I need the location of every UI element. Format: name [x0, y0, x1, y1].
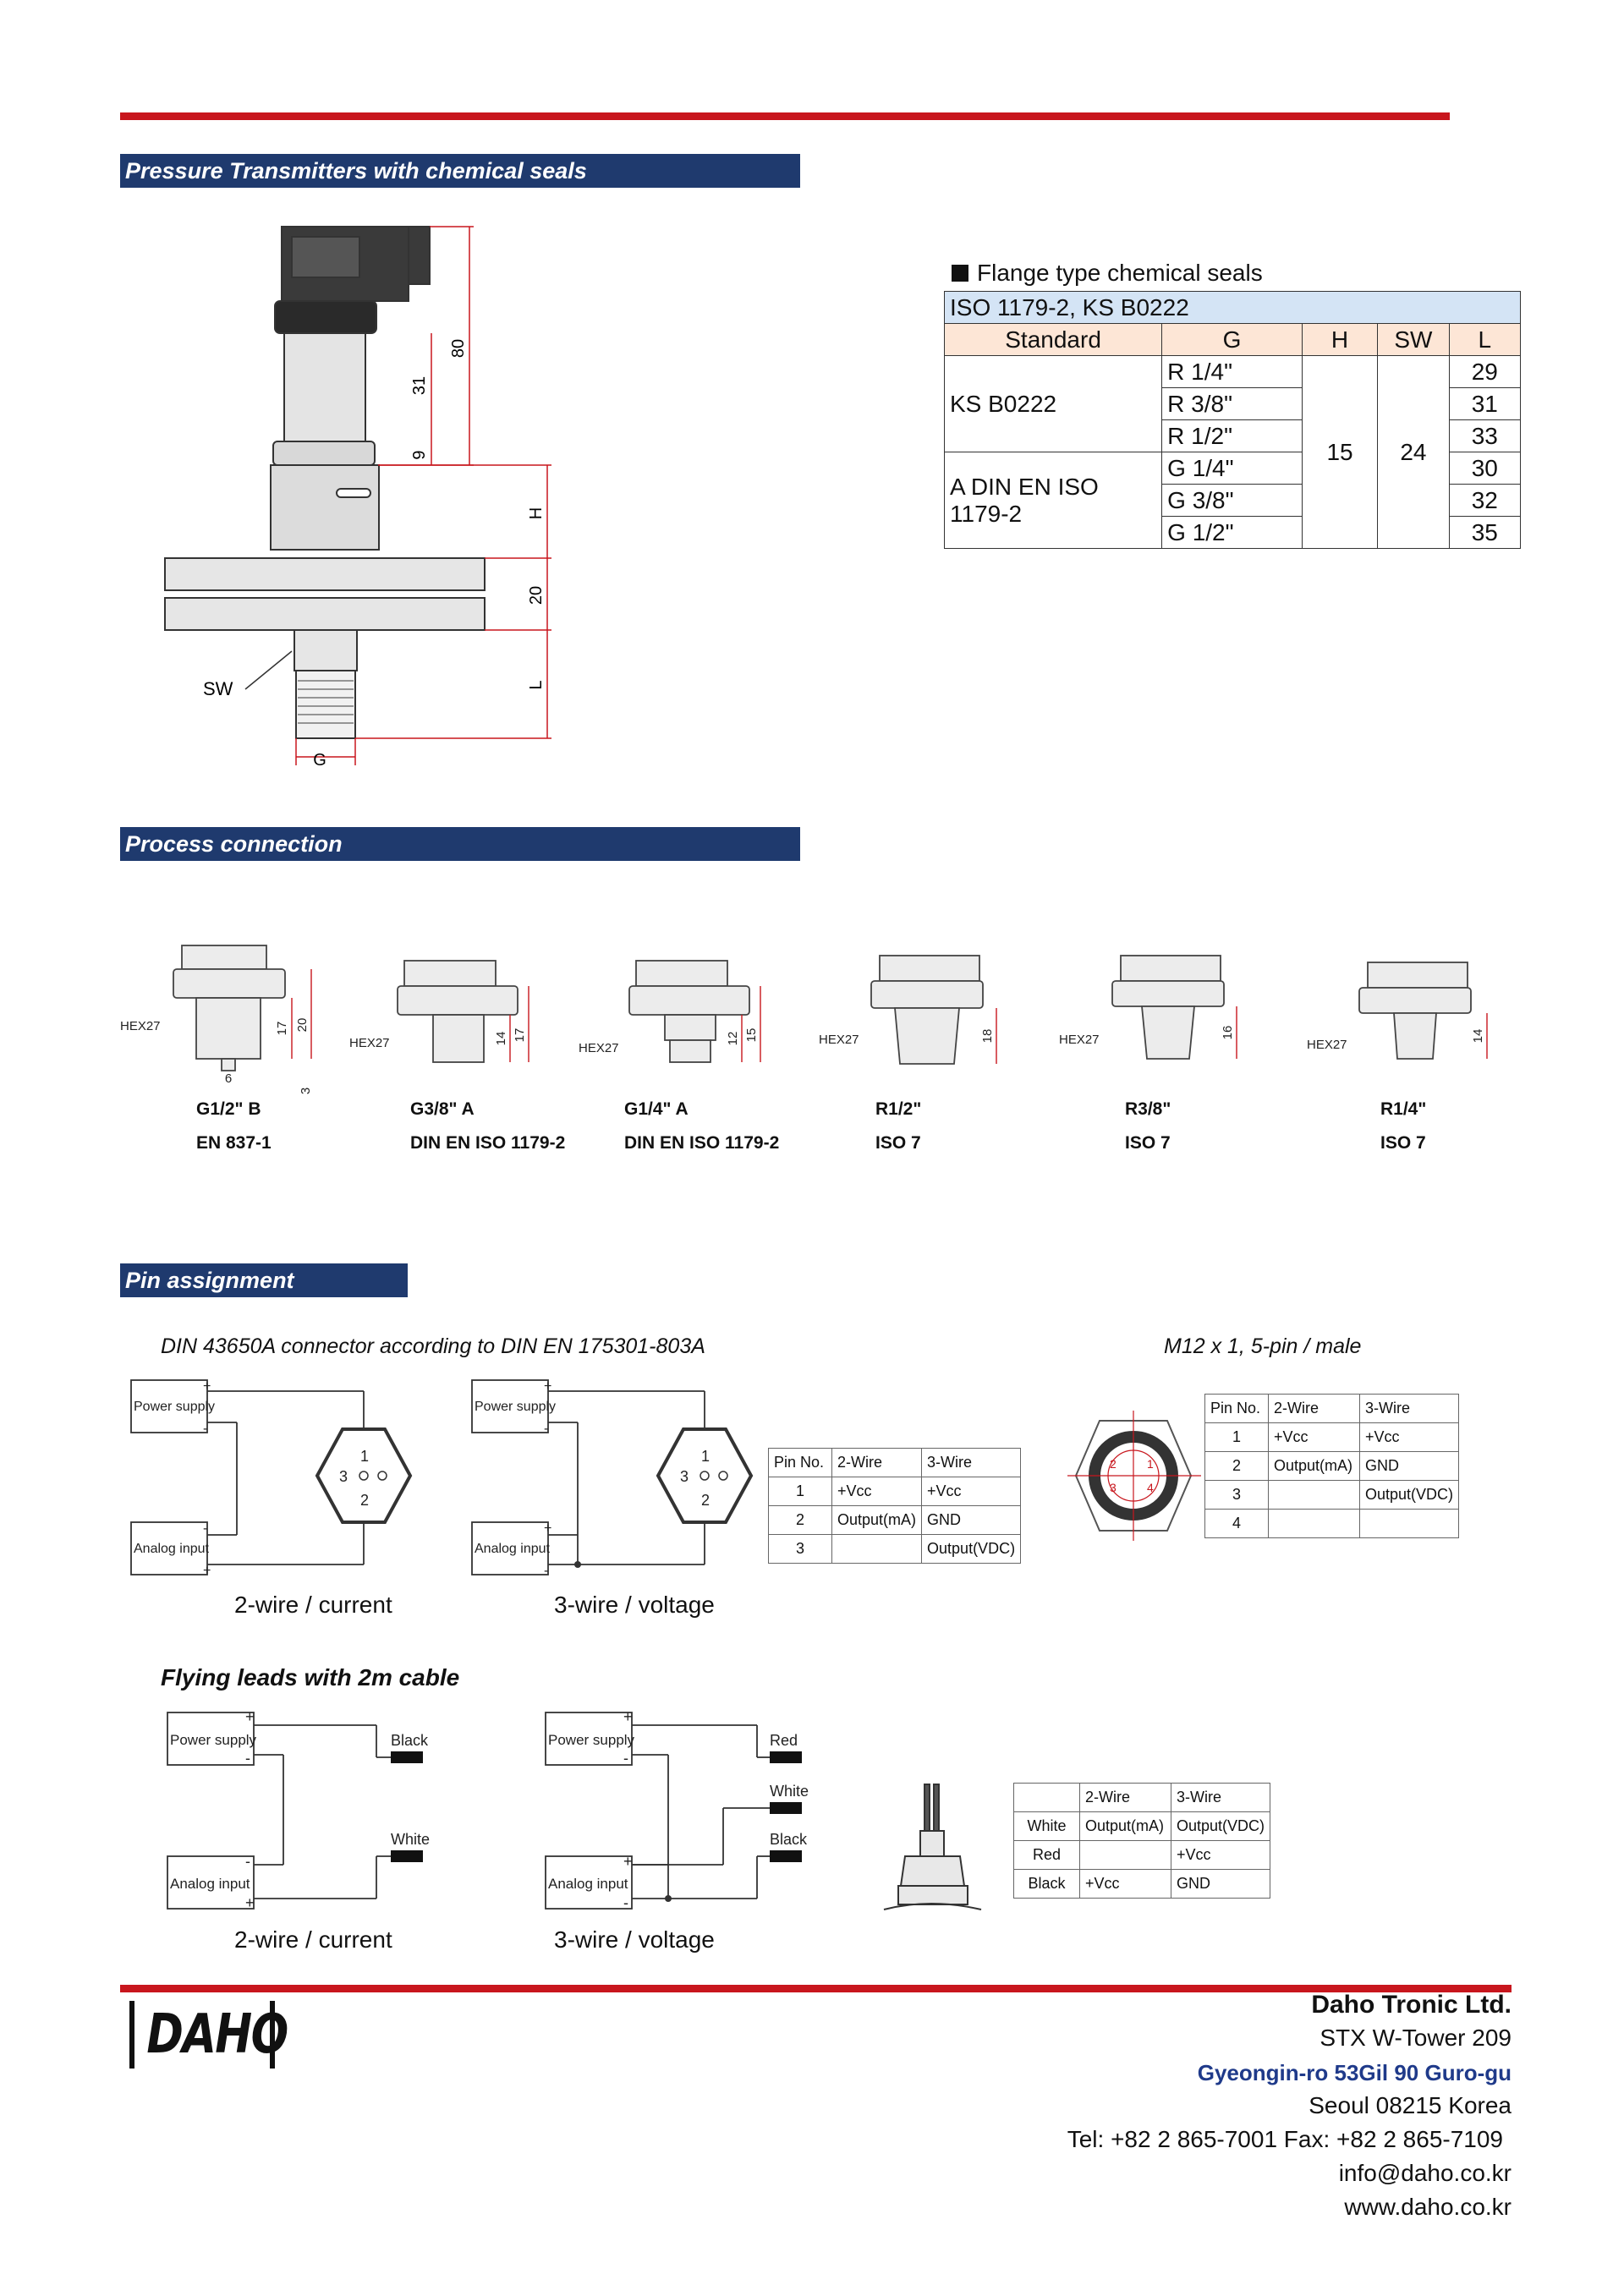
minus-sign: - [245, 1750, 250, 1767]
website-link[interactable]: www.daho.co.kr [1344, 2194, 1512, 2220]
minus-sign: - [623, 1750, 628, 1767]
table-row: R 3/8" 31 [945, 388, 1521, 420]
plus-sign: + [203, 1564, 211, 1578]
dim-6a: 14 [1471, 1028, 1485, 1044]
din-pin-2: 2 [701, 1492, 710, 1509]
table-row: 1 +Vcc +Vcc [1205, 1423, 1459, 1452]
minus-sign: - [544, 1422, 549, 1436]
m12-pin-3: 3 [1110, 1481, 1116, 1494]
flange-table-title: ISO 1179-2, KS B0222 [945, 292, 1521, 324]
hex-label-1: HEX27 [120, 1019, 161, 1033]
caption-2wire: 2-wire / current [234, 1592, 392, 1618]
section-title-pin-assignment: Pin assignment [120, 1263, 408, 1297]
plus-sign: + [623, 1708, 633, 1725]
minus-sign: - [203, 1521, 208, 1536]
lead-black-label: Black [391, 1732, 429, 1749]
plus-sign: + [245, 1708, 255, 1725]
table-row: Standard G H SW L [945, 324, 1521, 356]
table-row: Pin No. 2-Wire 3-Wire [769, 1449, 1021, 1477]
thread-label-6: R1/4" [1380, 1099, 1427, 1119]
table-row: G 3/8" 32 [945, 485, 1521, 517]
caption-3wire: 3-wire / voltage [554, 1592, 715, 1618]
hex-label-5: HEX27 [1059, 1033, 1100, 1047]
dim-h: H [527, 507, 546, 520]
table-row: A DIN EN ISO 1179-2 G 1/4" 30 [945, 452, 1521, 485]
din-pin-3: 3 [339, 1468, 348, 1485]
plus-sign: + [203, 1379, 211, 1394]
analog-input-label: Analog input [134, 1542, 209, 1556]
dim-3b: 15 [744, 1027, 759, 1043]
m12-pin-4: 4 [1147, 1481, 1154, 1494]
din-pin-3: 3 [680, 1468, 689, 1485]
minus-sign: - [623, 1894, 628, 1911]
hex-label-3: HEX27 [579, 1041, 619, 1055]
table-row: Pin No. 2-Wire 3-Wire [1205, 1395, 1459, 1423]
analog-input-label: Analog input [475, 1542, 550, 1556]
minus-sign: - [203, 1422, 208, 1436]
address-line-1: STX W-Tower 209 [1320, 2025, 1512, 2051]
section-title-process-connection: Process connection [120, 827, 800, 861]
dim-20: 20 [527, 585, 546, 606]
dim-l: L [527, 680, 546, 690]
thread-label-5: R3/8" [1125, 1099, 1171, 1119]
standard-label-5: ISO 7 [1125, 1133, 1171, 1153]
thread-label-4: R1/2" [875, 1099, 922, 1119]
table-row: 1 +Vcc +Vcc [769, 1477, 1021, 1506]
company-name: Daho Tronic Ltd. [1311, 1991, 1512, 2019]
power-supply-label: Power supply [548, 1732, 635, 1748]
m12-pin-2: 2 [1110, 1457, 1116, 1471]
standard-label-1: EN 837-1 [196, 1133, 272, 1153]
standard-label-4: ISO 7 [875, 1133, 921, 1153]
hex-label-4: HEX27 [819, 1033, 859, 1047]
power-supply-label: Power supply [134, 1400, 216, 1414]
table-row: 3 Output(VDC) [1205, 1481, 1459, 1510]
hex-label-2: HEX27 [349, 1036, 390, 1050]
table-row: 2 Output(mA) GND [769, 1506, 1021, 1535]
daho-logo: DAHO [129, 2001, 275, 2069]
standard-label-2: DIN EN ISO 1179-2 [410, 1133, 566, 1153]
m12-connector-title: M12 x 1, 5-pin / male [1164, 1334, 1362, 1358]
label-g: G [313, 751, 326, 770]
dim-3a: 12 [726, 1031, 740, 1046]
section-title-chemical-seals: Pressure Transmitters with chemical seals [120, 154, 800, 188]
minus-sign: - [245, 1853, 250, 1870]
lead-white-label: White [391, 1831, 431, 1848]
hex-label-6: HEX27 [1307, 1038, 1347, 1052]
thread-label-2: G3/8" A [410, 1099, 475, 1119]
dim-1a: 17 [275, 1021, 289, 1036]
dim-5a: 16 [1221, 1025, 1235, 1040]
table-row: Red +Vcc [1014, 1841, 1270, 1870]
lead-red-label: Red [770, 1732, 798, 1749]
standard-label-3: DIN EN ISO 1179-2 [624, 1133, 780, 1153]
lead-black-label: Black [770, 1831, 808, 1848]
table-row: 2-Wire 3-Wire [1014, 1784, 1270, 1812]
dim-2b: 17 [513, 1027, 527, 1043]
flying-leads-title: Flying leads with 2m cable [161, 1664, 460, 1690]
lead-white-label: White [770, 1783, 809, 1800]
table-row: White Output(mA) Output(VDC) [1014, 1812, 1270, 1841]
analog-input-label: Analog input [548, 1876, 628, 1892]
analog-input-label: Analog input [170, 1876, 250, 1892]
address-line-2: Gyeongin-ro 53Gil 90 Guro-gu [1197, 2060, 1512, 2085]
din-pin-1: 1 [360, 1448, 370, 1465]
bottom-accent-bar [120, 1985, 1512, 1992]
m12-pin-1: 1 [1147, 1457, 1154, 1471]
flange-table-heading: Flange type chemical seals [952, 260, 1263, 287]
label-sw: SW [203, 678, 233, 699]
dim-9: 9 [410, 450, 429, 460]
dim-4a: 18 [980, 1028, 995, 1044]
table-row: R 1/2" 33 [945, 420, 1521, 452]
table-row: 4 [1205, 1510, 1459, 1538]
thread-label-3: G1/4" A [624, 1099, 689, 1119]
plus-sign: + [544, 1379, 552, 1394]
email-link[interactable]: info@daho.co.kr [1338, 2160, 1512, 2186]
address-line-3: Seoul 08215 Korea [1309, 2092, 1512, 2118]
table-row: 3 Output(VDC) [769, 1535, 1021, 1564]
standard-label-6: ISO 7 [1380, 1133, 1426, 1153]
plus-sign: + [544, 1521, 552, 1536]
plus-sign: + [623, 1853, 633, 1870]
dim-31: 31 [410, 375, 429, 396]
din-connector-title: DIN 43650A connector according to DIN EN 175301-803A [161, 1334, 705, 1358]
power-supply-label: Power supply [475, 1400, 557, 1414]
caption-3wire: 3-wire / voltage [554, 1926, 715, 1953]
dim-2a: 14 [494, 1031, 508, 1046]
caption-2wire: 2-wire / current [234, 1926, 392, 1953]
phone-fax: Tel: +82 2 865-7001 Fax: +82 2 865-7109 [1067, 2126, 1503, 2152]
power-supply-label: Power supply [170, 1732, 257, 1748]
dim-80: 80 [449, 338, 468, 359]
din-pin-2: 2 [360, 1492, 370, 1509]
flying-leads-table [1013, 1783, 1270, 1899]
dim-1b: 20 [295, 1017, 310, 1033]
table-row: KS B0222 R 1/4" 15 24 29 [945, 356, 1521, 388]
plus-sign: + [245, 1894, 255, 1911]
dim-1c: 6 [224, 1071, 233, 1086]
table-row: G 1/2" 35 [945, 517, 1521, 549]
cable-gland-icon [884, 1784, 981, 1910]
minus-sign: - [544, 1564, 549, 1578]
din-pin-1: 1 [701, 1448, 710, 1465]
table-row: 2 Output(mA) GND [1205, 1452, 1459, 1481]
table-row: Black +Vcc GND [1014, 1870, 1270, 1899]
thread-label-1: G1/2" B [196, 1099, 261, 1119]
dim-1d: 3 [299, 1087, 313, 1095]
